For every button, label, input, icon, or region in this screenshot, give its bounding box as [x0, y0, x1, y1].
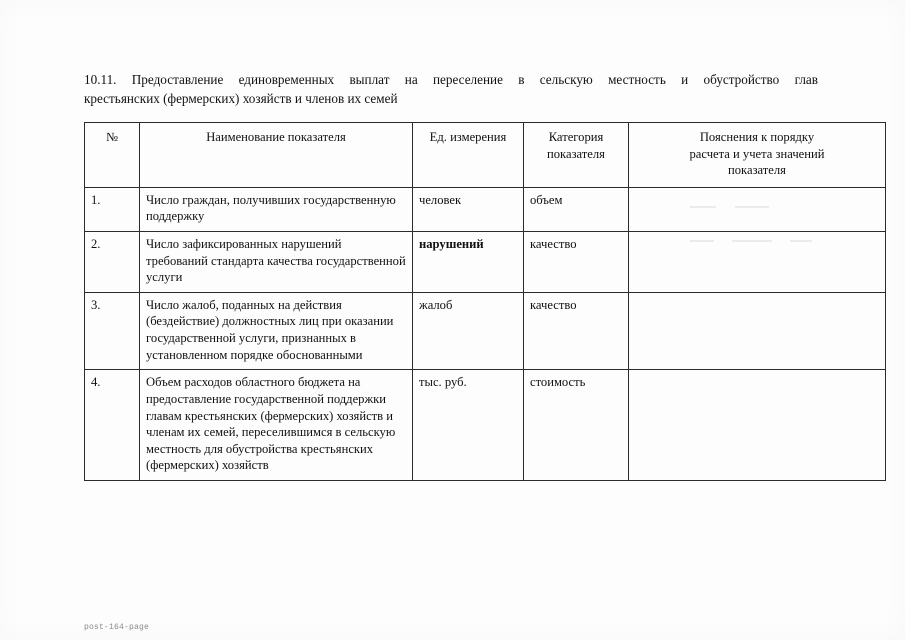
cell-name: Число зафиксированных нарушений требований стандарта качества государственной услуги: [140, 232, 413, 293]
cell-unit: жалоб: [413, 292, 524, 369]
cell-number: 1.: [85, 187, 140, 231]
column-header-note-line-3: показателя: [728, 163, 786, 178]
scan-artifact: [690, 206, 716, 208]
footer-mark: post-164-page: [84, 623, 150, 632]
cell-category: качество: [524, 292, 629, 369]
cell-name: Число жалоб, поданных на действия (бездействие) должностных лиц при оказании государственной услуги, признанных в установленном порядке обоснованными: [140, 292, 413, 369]
table-body: [85, 187, 886, 480]
column-header-category-line-1: Категория: [548, 130, 604, 144]
cell-name: Объем расходов областного бюджета на предоставление государственной поддержки главам крестьянских (фермерских) хозяйств и членам их семей, переселившимся в сельскую местность для обустройства крестьянских (фермерских) хозяйств: [140, 370, 413, 481]
cell-number: 4.: [85, 370, 140, 481]
column-header-note-line-1: Пояснения к порядку: [699, 130, 815, 144]
cell-note: [629, 292, 886, 369]
scan-artifact: [732, 240, 772, 242]
column-header-note-line-2: расчета и учета значений: [689, 146, 825, 161]
cell-category: стоимость: [524, 370, 629, 481]
section-heading-line-1: 10.11. Предоставление единовременных выплат на переселение в сельскую местность и обустройство глав: [84, 72, 818, 87]
cell-name: Число граждан, получивших государственную поддержку: [140, 187, 413, 231]
cell-number: 2.: [85, 232, 140, 293]
cell-category: качество: [524, 232, 629, 293]
section-heading: [84, 70, 818, 108]
column-header-category-line-2: показателя: [547, 146, 605, 161]
column-header-category: [524, 123, 629, 188]
cell-unit: нарушений: [413, 232, 524, 293]
scan-artifact: [690, 240, 714, 242]
column-header-number: №: [85, 123, 140, 188]
cell-note: [629, 370, 886, 481]
table-row: [85, 292, 886, 369]
cell-unit: тыс. руб.: [413, 370, 524, 481]
column-header-name: Наименование показателя: [140, 123, 413, 188]
scan-artifact: [790, 240, 812, 242]
table-header: [85, 123, 886, 188]
column-header-unit: Ед. измерения: [413, 123, 524, 188]
cell-number: 3.: [85, 292, 140, 369]
column-header-note: [629, 123, 886, 188]
section-heading-line-2: крестьянских (фермерских) хозяйств и членов их семей: [84, 91, 398, 107]
table-row: [85, 370, 886, 481]
cell-category: объем: [524, 187, 629, 231]
indicators-table: [84, 122, 886, 481]
table-row: [85, 187, 886, 231]
cell-unit: человек: [413, 187, 524, 231]
cell-note: [629, 187, 886, 231]
table-header-row: [85, 123, 886, 188]
scan-artifact: [735, 206, 769, 208]
